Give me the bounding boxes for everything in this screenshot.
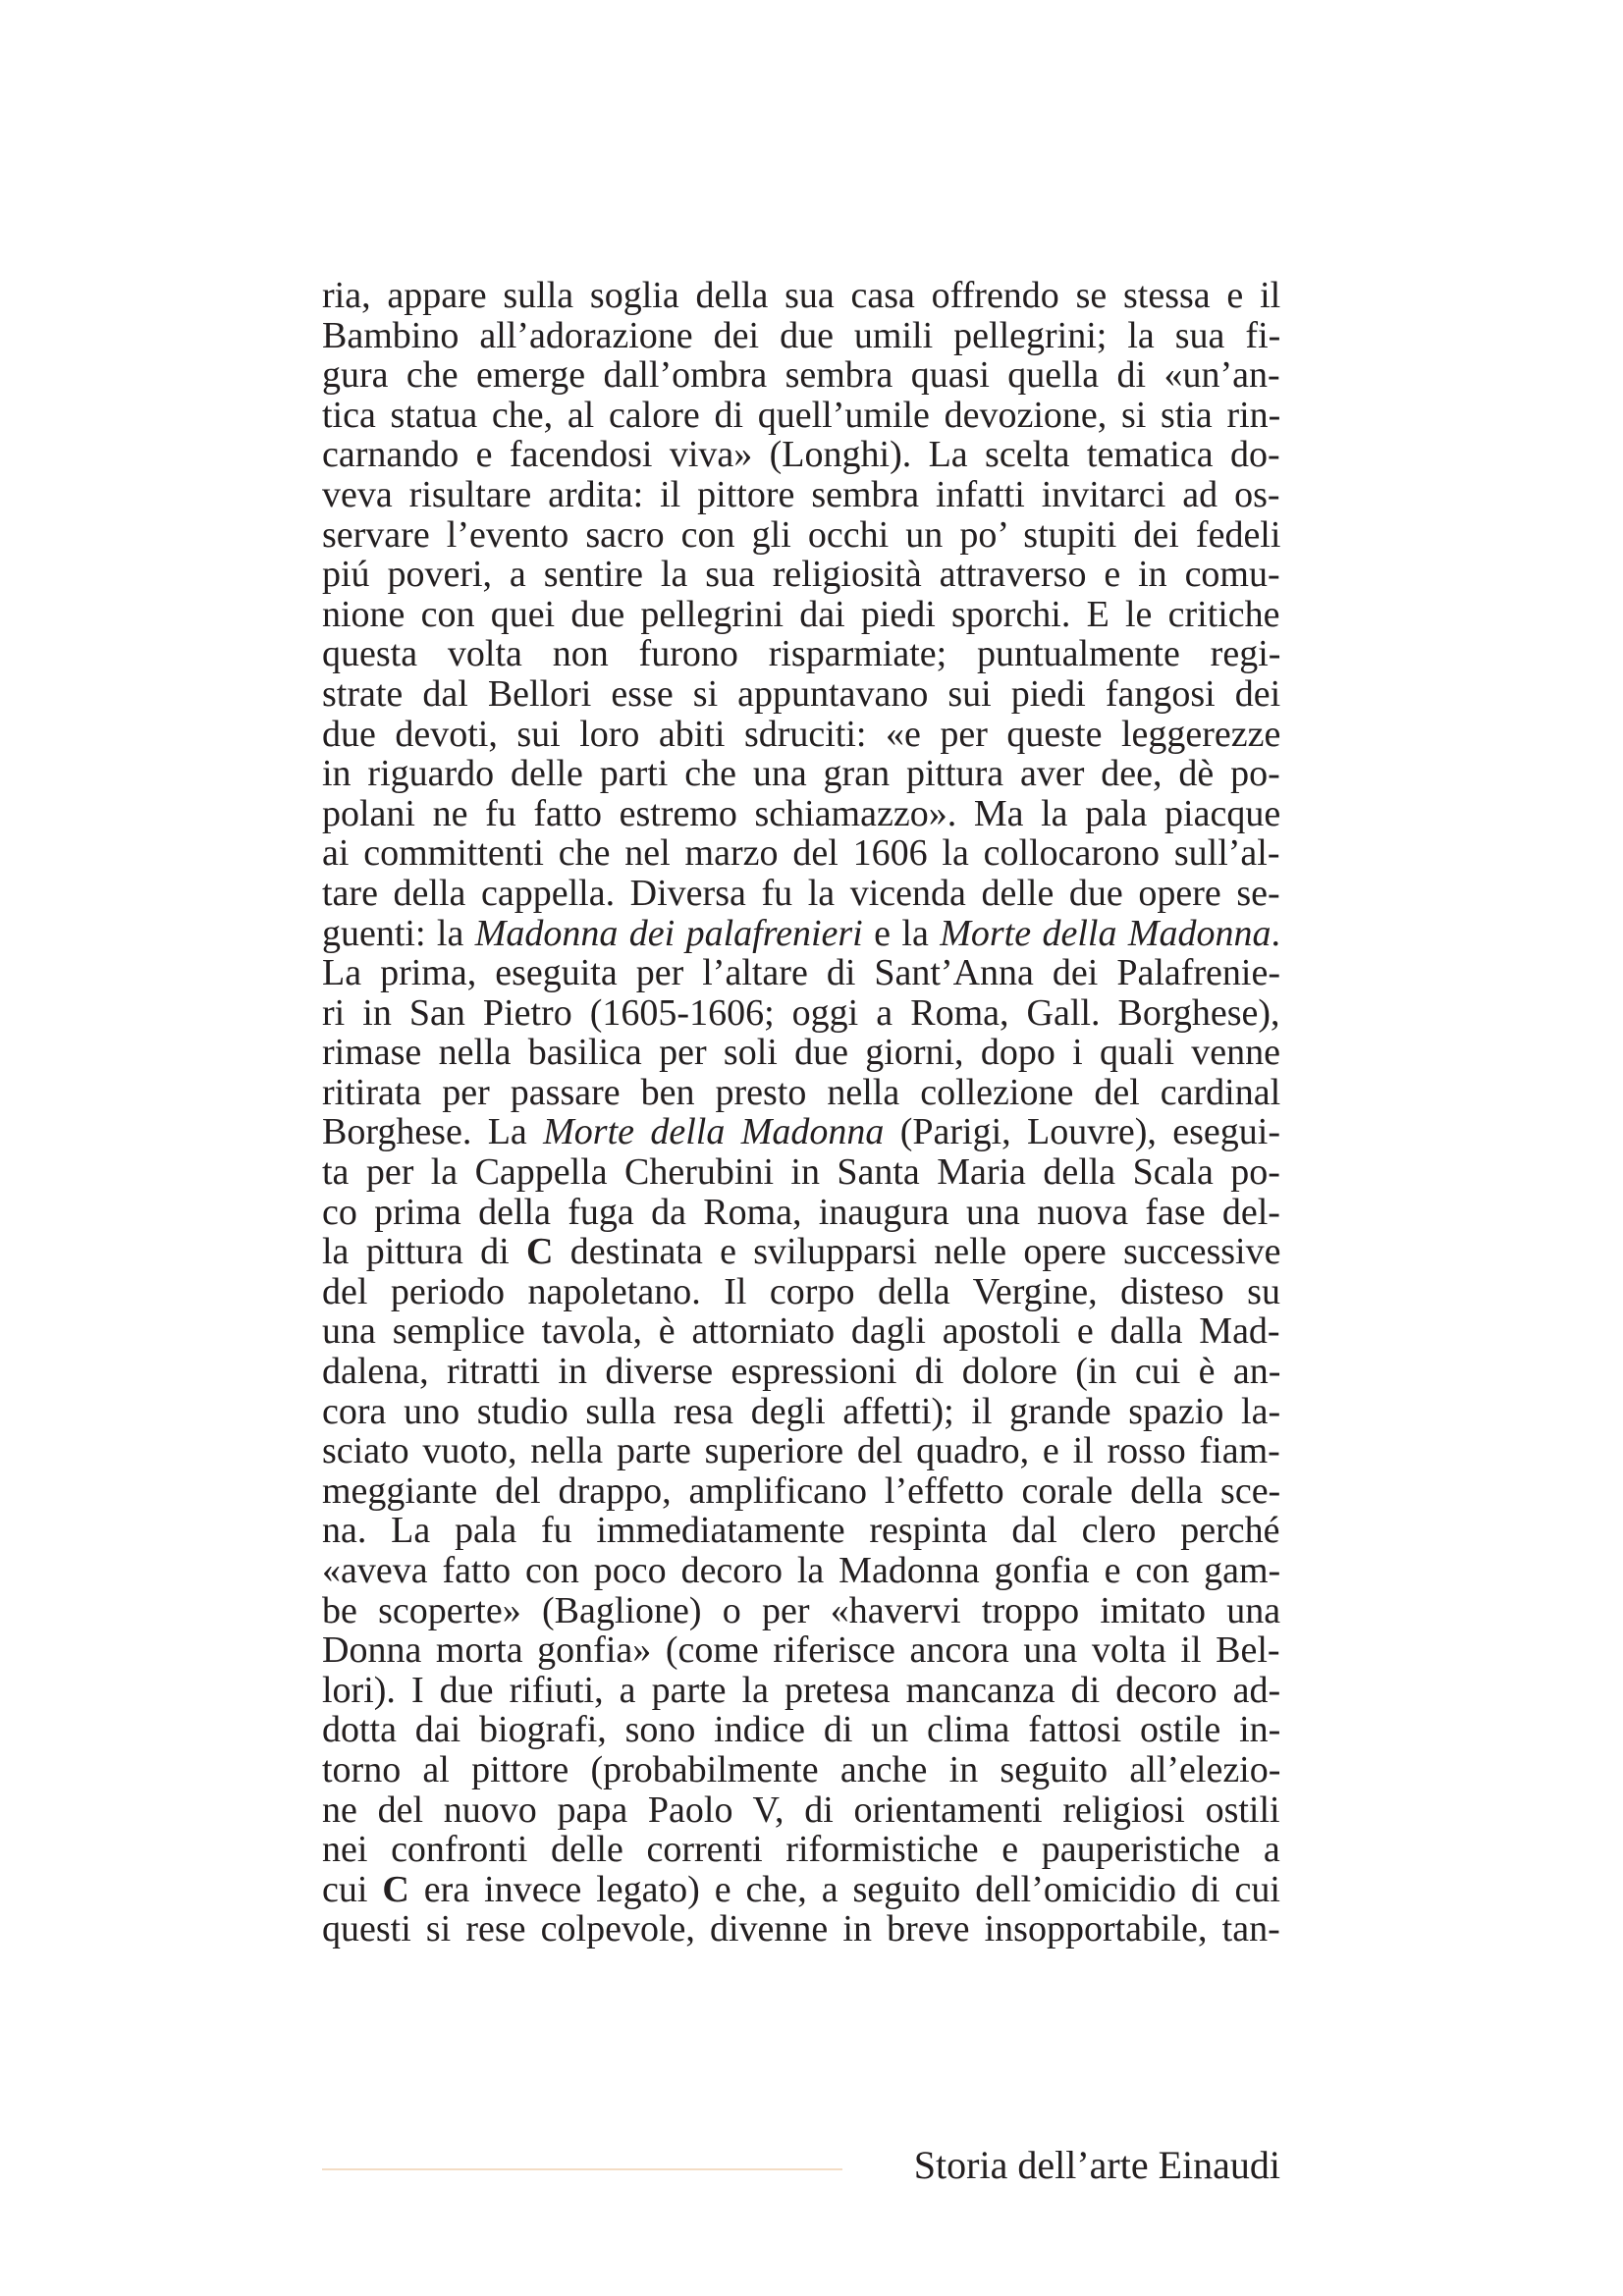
text-segment: sciato vuoto, nella parte superiore del quadro, e il rosso fiam-	[322, 1430, 1280, 1472]
text-segment: destinata e svilupparsi nelle opere successive	[553, 1231, 1281, 1273]
footer-rule	[322, 2168, 842, 2170]
text-segment: carnando e facendosi viva» (Longhi). La scelta tematica do-	[322, 434, 1280, 476]
text-segment: gura che emerge dall’ombra sembra quasi quella di «un’an-	[322, 354, 1280, 397]
text-segment: veva risultare ardita: il pittore sembra infatti invitarci ad os-	[322, 473, 1280, 515]
body-line	[322, 1830, 1280, 1870]
body-line	[322, 1033, 1280, 1073]
text-segment: La prima, eseguita per l’altare di Sant’Anna dei Palafrenie-	[322, 952, 1280, 994]
footer-title: Storia dell’arte Einaudi	[913, 2143, 1280, 2187]
body-line	[322, 1073, 1280, 1113]
body-line	[322, 1909, 1280, 1949]
body-line	[322, 1431, 1280, 1471]
body-line	[322, 555, 1280, 595]
text-segment: dotta dai biografi, sono indice di un clima fattosi ostile in-	[322, 1709, 1281, 1751]
text-segment: del periodo napoletano. Il corpo della Vergine, disteso su	[322, 1270, 1280, 1312]
body-line	[322, 794, 1280, 834]
text-segment: polani ne fu fatto estremo schiamazzo». Ma la pala piacque	[322, 792, 1281, 834]
text-segment: Borghese. La	[322, 1111, 544, 1153]
text-segment: era invece legato) e che, a seguito dell’omicidio di cui	[408, 1868, 1280, 1910]
italic-title: Madonna dei palafrenieri	[474, 912, 863, 954]
body-line	[322, 833, 1280, 874]
body-line	[322, 355, 1280, 396]
body-line	[322, 1511, 1280, 1551]
text-segment: be scoperte» (Baglione) o per «havervi troppo imitato una	[322, 1589, 1281, 1631]
text-segment: «aveva fatto con poco decoro la Madonna gonfia e con gam-	[322, 1550, 1281, 1591]
body-line	[322, 595, 1280, 635]
text-segment: cora uno studio sulla resa degli affetti); il grande spazio la-	[322, 1390, 1281, 1432]
body-line	[322, 276, 1280, 316]
text-segment: Donna morta gonfia» (come riferisce ancora una volta il Bel-	[322, 1629, 1280, 1672]
body-line	[322, 1112, 1280, 1152]
text-segment: torno al pittore (probabilmente anche in seguito all’elezio-	[322, 1748, 1281, 1790]
body-line	[322, 953, 1280, 993]
text-segment: ri in San Pietro (1605-1606; oggi a Roma, Gall. Borghese),	[322, 991, 1280, 1034]
text-segment: nione con quei due pellegrini dai piedi sporchi. E le critiche	[322, 593, 1280, 635]
text-segment: nei confronti delle correnti riformistiche e pauperistiche a	[322, 1829, 1280, 1871]
body-line	[322, 1232, 1280, 1272]
body-line	[322, 1392, 1280, 1432]
body-text	[322, 276, 1280, 1949]
body-line	[322, 674, 1280, 715]
text-segment: ne del nuovo papa Paolo V, di orientamenti religiosi ostili	[322, 1789, 1280, 1831]
body-line	[322, 914, 1280, 954]
body-line	[322, 1870, 1280, 1910]
body-line	[322, 1591, 1280, 1631]
body-line	[322, 715, 1280, 755]
body-line	[322, 1790, 1280, 1831]
text-segment: strate dal Bellori esse si appuntavano sui piedi fangosi dei	[322, 672, 1281, 715]
text-segment: ria, appare sulla soglia della sua casa offrendo se stessa e il	[322, 275, 1281, 316]
text-segment: .	[1271, 912, 1280, 954]
text-segment: na. La pala fu immediatamente respinta dal clero perché	[322, 1510, 1280, 1552]
body-line	[322, 874, 1280, 914]
body-line	[322, 754, 1280, 794]
body-line	[322, 1311, 1280, 1352]
text-segment: co prima della fuga da Roma, inaugura una nuova fase del-	[322, 1191, 1280, 1233]
body-line	[322, 1152, 1280, 1193]
body-line	[322, 396, 1280, 436]
body-line	[322, 475, 1280, 515]
text-segment: una semplice tavola, è attorniato dagli apostoli e dalla Mad-	[322, 1310, 1280, 1353]
text-segment: (Parigi, Louvre), esegui-	[884, 1111, 1280, 1153]
text-segment: servare l’evento sacro con gli occhi un po’ stupiti dei fedeli	[322, 513, 1281, 556]
body-line	[322, 1671, 1280, 1711]
text-segment: ritirata per passare ben presto nella collezione del cardinal	[322, 1071, 1281, 1113]
text-segment: in riguardo delle parti che una gran pittura aver dee, dè po-	[322, 753, 1280, 795]
text-segment: la pittura di	[322, 1231, 527, 1273]
text-segment: meggiante del drappo, amplificano l’effetto corale della sce-	[322, 1469, 1281, 1512]
body-line	[322, 1630, 1280, 1671]
body-line	[322, 316, 1280, 356]
body-line	[322, 1551, 1280, 1591]
text-segment: piú poveri, a sentire la sua religiosità attraverso e in comu-	[322, 554, 1280, 596]
text-segment: ta per la Cappella Cherubini in Santa Maria della Scala po-	[322, 1151, 1280, 1194]
bold-initial: C	[382, 1868, 409, 1910]
text-segment: rimase nella basilica per soli due giorni, dopo i quali venne	[322, 1032, 1281, 1074]
body-line	[322, 1193, 1280, 1233]
text-segment: ai committenti che nel marzo del 1606 la collocarono sull’al-	[322, 832, 1280, 875]
body-line	[322, 993, 1280, 1034]
text-segment: questi si rese colpevole, divenne in breve insopportabile, tan-	[322, 1908, 1280, 1950]
body-line	[322, 435, 1280, 475]
text-segment: guenti: la	[322, 912, 475, 954]
bold-initial: C	[526, 1231, 554, 1273]
text-segment: due devoti, sui loro abiti sdruciti: «e per queste leggerezze	[322, 713, 1281, 755]
body-line	[322, 1750, 1280, 1790]
body-line	[322, 634, 1280, 674]
italic-title: Morte della Madonna	[543, 1111, 885, 1153]
body-line	[322, 1710, 1280, 1750]
body-line	[322, 1272, 1280, 1312]
text-segment: dalena, ritratti in diverse espressioni di dolore (in cui è an-	[322, 1351, 1281, 1393]
text-segment: tica statua che, al calore di quell’umile devozione, si stia rin-	[322, 394, 1281, 436]
body-line	[322, 515, 1280, 556]
text-segment: lori). I due rifiuti, a parte la pretesa mancanza di decoro ad-	[322, 1669, 1281, 1711]
text-segment: cui	[322, 1868, 383, 1910]
body-line	[322, 1471, 1280, 1512]
italic-title: Morte della Madonna	[940, 912, 1271, 954]
text-segment: e la	[862, 912, 941, 954]
body-line	[322, 1352, 1280, 1392]
text-segment: questa volta non furono risparmiate; puntualmente regi-	[322, 633, 1281, 675]
text-segment: Bambino all’adorazione dei due umili pellegrini; la sua fi-	[322, 314, 1281, 356]
text-segment: tare della cappella. Diversa fu la vicenda delle due opere se-	[322, 872, 1280, 914]
